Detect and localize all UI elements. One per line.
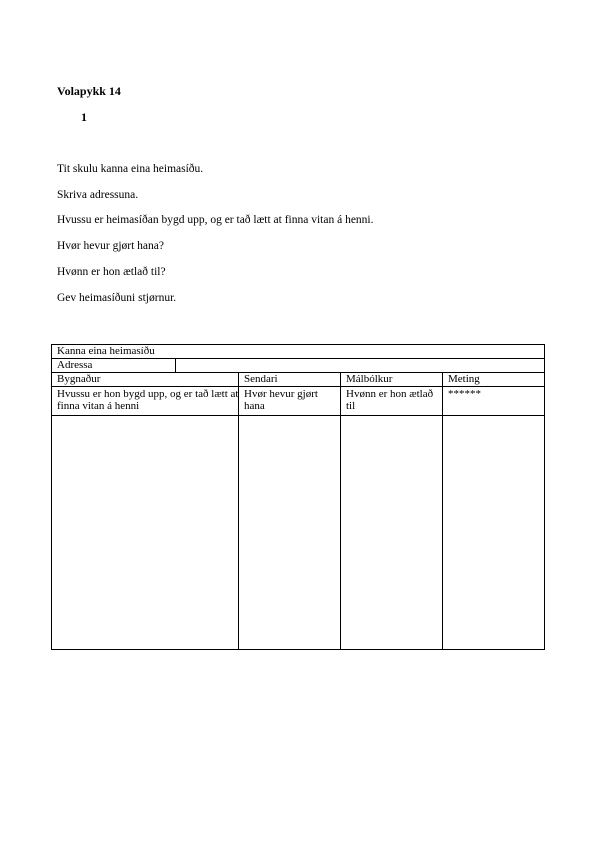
column-header-structure: Bygnaður	[57, 373, 101, 385]
column-header-audience: Málbólkur	[346, 373, 393, 385]
column-header-rating: Meting	[448, 373, 480, 385]
prompt-rating: ******	[448, 388, 481, 400]
instruction-3: Hvussu er heimasíðan bygd upp, og er tað lætt at finna vitan á henni.	[57, 214, 374, 226]
page-heading: Volapykk 14	[57, 84, 121, 98]
worksheet-table	[51, 344, 545, 650]
table-title-row	[52, 345, 544, 359]
prompt-audience: Hvønn er hon ætlað til	[346, 388, 434, 412]
answer-cell-audience[interactable]	[341, 416, 442, 649]
answer-cell-rating[interactable]	[443, 416, 544, 649]
prompt-row	[52, 387, 544, 416]
answer-cell-sender[interactable]	[239, 416, 340, 649]
prompt-structure: Hvussu er hon bygd upp, og er tað lætt at finna vitan á henni	[57, 388, 239, 412]
instruction-5: Hvønn er hon ætlað til?	[57, 266, 166, 278]
address-label: Adressa	[57, 359, 93, 371]
column-header-sender: Sendari	[244, 373, 278, 385]
instruction-4: Hvør hevur gjørt hana?	[57, 240, 164, 252]
table-title: Kanna eina heimasíðu	[57, 345, 155, 357]
instruction-2: Skriva adressuna.	[57, 189, 139, 201]
answer-cell-structure[interactable]	[52, 416, 238, 649]
column-header-row	[52, 373, 544, 387]
address-row	[52, 359, 544, 373]
task-number: 1	[81, 110, 87, 124]
instruction-1: Tit skulu kanna eina heimasíðu.	[57, 163, 204, 175]
prompt-sender: Hvør hevur gjørt hana	[244, 388, 318, 412]
instruction-6: Gev heimasíðuni stjørnur.	[57, 292, 177, 304]
address-field[interactable]	[176, 359, 544, 372]
